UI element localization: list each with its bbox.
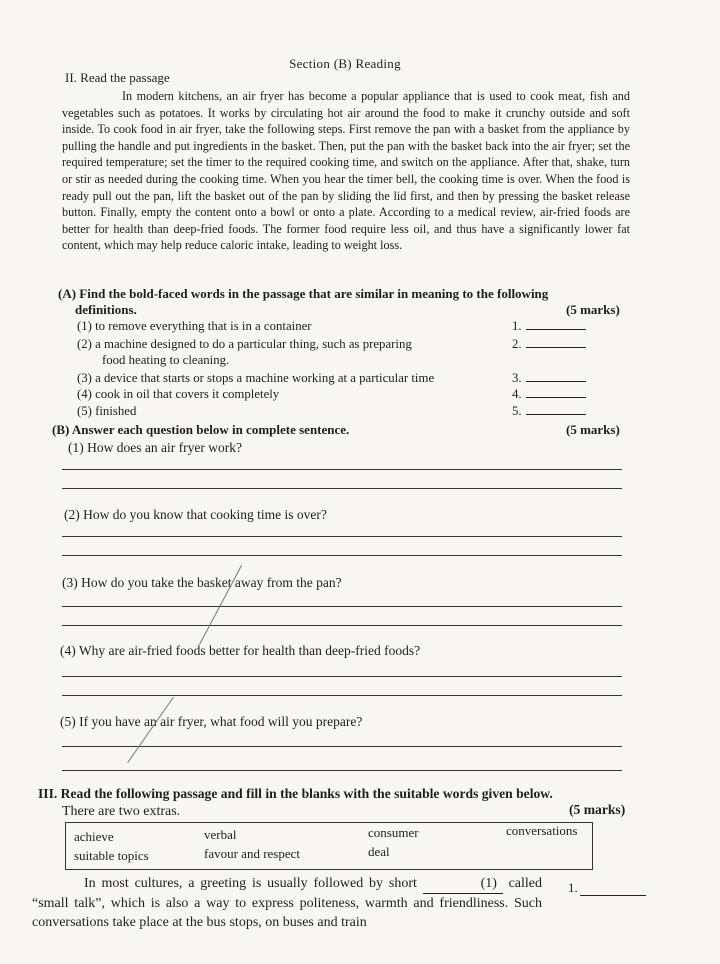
word-option: verbal (204, 827, 237, 842)
part3-extras: There are two extras. (62, 804, 181, 819)
definition-1: (1) to remove everything that is in a container (77, 319, 312, 333)
answer-blank-3[interactable] (526, 371, 586, 382)
fill-blank-1[interactable]: (1) (423, 874, 503, 894)
section-title: Section (B) Reading (289, 56, 401, 71)
answer-line-5a[interactable] (62, 746, 622, 747)
answer-blank-1[interactable] (526, 319, 586, 330)
answer-line-4a[interactable] (62, 676, 622, 677)
fill-passage-rest: called “small talk”, which is also a way to express politeness, warmth and friendliness. Such conversations take place at the bus stops, on buses and train (32, 876, 542, 930)
question-5: (5) If you have an air fryer, what food will you prepare? (60, 714, 363, 729)
answer-blank-2[interactable] (526, 337, 586, 348)
fill-in-passage (32, 874, 542, 932)
answer-num-fill-1: 1. (568, 880, 578, 895)
answer-blank-5[interactable] (526, 404, 586, 415)
word-option: achieve (74, 829, 114, 844)
answer-num-2: 2. (512, 337, 586, 352)
word-option: favour and respect (204, 846, 301, 861)
answer-num-1: 1. (512, 319, 586, 334)
question-4: (4) Why are air-fried foods better for health than deep-fried foods? (60, 643, 421, 658)
answer-num-4: 4. (512, 387, 586, 402)
answer-line-fill-1[interactable] (580, 895, 646, 896)
pen-mark (127, 697, 174, 763)
reading-passage (62, 88, 630, 254)
partB-marks: (5 marks) (566, 422, 620, 437)
answer-line-1a[interactable] (62, 469, 622, 470)
word-option: deal (368, 844, 390, 859)
answer-num-3: 3. (512, 371, 586, 386)
partA-marks: (5 marks) (566, 302, 620, 317)
question-3: (3) How do you take the basket away from the pan? (62, 575, 342, 590)
question-2: (2) How do you know that cooking time is over? (64, 507, 327, 522)
word-option: consumer (368, 825, 419, 840)
answer-line-3b[interactable] (62, 625, 622, 626)
definition-2-cont: food heating to cleaning. (102, 353, 230, 367)
answer-num-5: 5. (512, 404, 586, 419)
word-box (65, 822, 593, 870)
partA-instruction-2: definitions. (75, 302, 137, 317)
passage-text: In modern kitchens, an air fryer has become a popular appliance that is used to cook meat, fish and vegetables such as potatoes. It works by circulating hot air around the food to make it crunchy outside and soft inside. To cook food in air fryer, take the following steps. First remove the pan with a basket from the appliance by pulling the handle and put ingredients in the basket. Then, put the pan with the basket back into the air fryer; set the required temperature; set the timer to the required cooking time, and switch on the appliance. After that, shake, turn or stir as needed during the cooking time. When you hear the timer bell, the cooking time is over. When the food is ready pull out the pan, lift the basket out of the pan by sliding the lid first, and then by pressing the basket release button. Finally, empty the content onto a bowl or onto a plate. According to a medical review, air-fried foods are better for health than deep-fried foods. The former food require less oil, and thus have a significantly lower fat content, which may help reduce caloric intake, leading to weight loss. (62, 89, 630, 253)
fill-passage-start: In most cultures, a greeting is usually followed by short (84, 876, 417, 891)
part3-marks: (5 marks) (569, 802, 626, 817)
answer-line-1b[interactable] (62, 488, 622, 489)
answer-line-5b[interactable] (62, 770, 622, 771)
definition-2: (2) a machine designed to do a particular thing, such as preparing (77, 337, 412, 351)
part2-heading: II. Read the passage (65, 70, 170, 85)
word-option: suitable topics (74, 848, 149, 863)
answer-line-2a[interactable] (62, 536, 622, 537)
partB-heading: (B) Answer each question below in complete sentence. (52, 422, 350, 437)
word-option: conversations (506, 823, 578, 838)
answer-line-3a[interactable] (62, 606, 622, 607)
answer-line-4b[interactable] (62, 695, 622, 696)
answer-blank-4[interactable] (526, 387, 586, 398)
answer-line-2b[interactable] (62, 555, 622, 556)
definition-4: (4) cook in oil that covers it completely (77, 387, 280, 401)
definition-3: (3) a device that starts or stops a machine working at a particular time (77, 371, 435, 385)
question-1: (1) How does an air fryer work? (68, 440, 242, 455)
part3-heading: III. Read the following passage and fill in the blanks with the suitable words given below. (38, 786, 553, 801)
partA-instruction: (A) Find the bold-faced words in the passage that are similar in meaning to the following (58, 286, 549, 301)
definition-5: (5) finished (77, 404, 137, 418)
